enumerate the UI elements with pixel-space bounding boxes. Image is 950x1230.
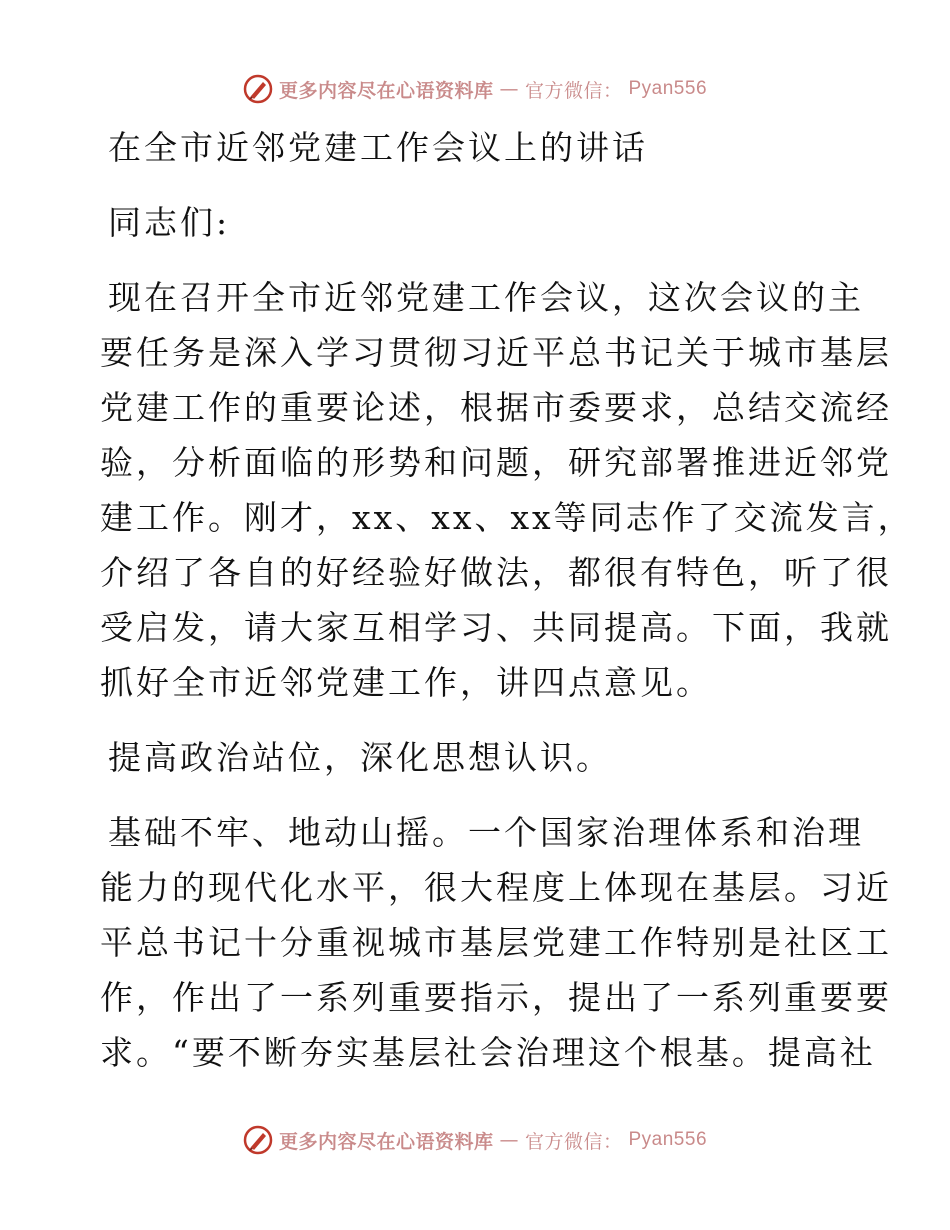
paragraph-line: 作，作出了一系列重要指示，提出了一系列重要要	[100, 978, 892, 1017]
watermark-account: Pyan556	[628, 78, 708, 99]
paragraph-line: 现在召开全市近邻党建工作会议，这次会议的主	[108, 278, 864, 317]
paragraph-line: 求。“要不断夯实基层社会治理这个根基。提高社	[100, 1033, 876, 1072]
watermark-official-label: 官方微信：	[524, 79, 623, 102]
section-heading: 提高政治站位，深化思想认识。	[108, 738, 612, 777]
header-watermark	[0, 72, 950, 106]
watermark-brand: 更多内容尽在心语资料库	[278, 1130, 494, 1153]
watermark-separator: —	[499, 78, 519, 100]
document-body	[100, 120, 914, 1080]
paragraph-line: 党建工作的重要论述，根据市委要求，总结交流经	[100, 388, 892, 427]
paragraph-line: 介绍了各自的好经验好做法，都很有特色，听了很	[100, 553, 892, 592]
watermark-brand: 更多内容尽在心语资料库	[278, 79, 494, 102]
paragraph-line: 建工作。刚才，xx、xx、xx等同志作了交流发言，	[100, 498, 914, 537]
salutation: 同志们:	[108, 203, 231, 242]
paragraph-line: 要任务是深入学习贯彻习近平总书记关于城市基层	[100, 333, 892, 372]
paragraph-line: 能力的现代化水平，很大程度上体现在基层。习近	[100, 868, 892, 907]
watermark-separator: —	[499, 1129, 519, 1151]
red-pen-logo-icon	[243, 74, 273, 104]
paragraph-line: 基础不牢、地动山摇。一个国家治理体系和治理	[108, 813, 864, 852]
paragraph-foundation	[100, 805, 892, 1080]
red-pen-logo-icon	[243, 1125, 273, 1155]
paragraph-intro	[100, 270, 914, 710]
paragraph-line: 受启发，请大家互相学习、共同提高。下面，我就	[100, 608, 892, 647]
document-title: 在全市近邻党建工作会议上的讲话	[108, 128, 648, 167]
paragraph-line: 抓好全市近邻党建工作，讲四点意见。	[100, 663, 712, 702]
footer-watermark	[0, 1123, 950, 1157]
watermark-account: Pyan556	[628, 1129, 708, 1150]
paragraph-line: 验，分析面临的形势和问题，研究部署推进近邻党	[100, 443, 892, 482]
paragraph-line: 平总书记十分重视城市基层党建工作特别是社区工	[100, 923, 892, 962]
watermark-official-label: 官方微信：	[524, 1130, 623, 1153]
